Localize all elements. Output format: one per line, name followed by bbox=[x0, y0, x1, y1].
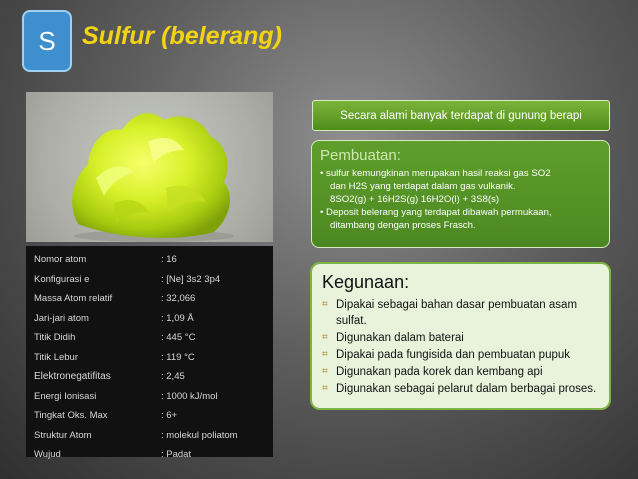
property-row bbox=[34, 289, 265, 309]
property-row bbox=[34, 250, 265, 270]
property-value: : 2,45 bbox=[161, 371, 185, 383]
property-label: Titik Lebur bbox=[34, 351, 78, 363]
property-row bbox=[34, 309, 265, 329]
property-value: : molekul poliatom bbox=[161, 429, 238, 441]
property-row bbox=[34, 348, 265, 368]
pembuatan-title: Pembuatan: bbox=[320, 147, 401, 164]
use-text: Digunakan pada korek dan kembang api bbox=[336, 366, 543, 378]
list-item bbox=[322, 364, 599, 380]
bullet-icon: ⌗ bbox=[322, 332, 328, 343]
property-value: : 1,09 Å bbox=[161, 312, 194, 324]
properties-table bbox=[26, 246, 273, 461]
element-symbol: S bbox=[38, 25, 56, 56]
use-text: Digunakan sebagai pelarut dalam berbagai proses. bbox=[336, 383, 597, 395]
property-value: : 119 °C bbox=[161, 351, 195, 363]
property-value: : [Ne] 3s2 3p4 bbox=[161, 273, 221, 285]
use-text: Digunakan dalam baterai bbox=[336, 332, 464, 344]
sulfur-crystal-icon bbox=[26, 92, 273, 242]
bullet-icon: ⌗ bbox=[322, 366, 328, 377]
page-title: Sulfur (belerang) bbox=[82, 22, 283, 50]
kegunaan-title: Kegunaan: bbox=[322, 272, 410, 292]
property-row bbox=[34, 367, 265, 387]
property-label: Tingkat Oks. Max bbox=[34, 410, 108, 422]
sulfur-image bbox=[26, 92, 273, 242]
bullet-icon: ⌗ bbox=[322, 383, 328, 394]
property-value: : 16 bbox=[161, 254, 177, 266]
property-label: Energi Ionisasi bbox=[34, 390, 97, 402]
reaction-equation: 8SO2(g) + 16H2S(g) 16H2O(l) + 3S8(s) bbox=[330, 194, 500, 205]
property-row bbox=[34, 270, 265, 290]
pembuatan-line: dan H2S yang terdapat dalam gas vulkanik. bbox=[330, 181, 516, 192]
element-symbol-badge bbox=[22, 10, 72, 72]
list-item bbox=[322, 347, 599, 363]
bullet-icon: ⌗ bbox=[322, 349, 328, 360]
bullet-icon: ⌗ bbox=[322, 299, 328, 310]
property-label: Jari-jari atom bbox=[34, 312, 89, 324]
property-row bbox=[34, 426, 265, 446]
property-value: : 445 °C bbox=[161, 332, 196, 344]
property-label: Nomor atom bbox=[34, 254, 87, 266]
property-row bbox=[34, 387, 265, 407]
pembuatan-line: • Deposit belerang yang terdapat dibawah permukaan, bbox=[320, 207, 552, 218]
property-label: Elektronegatifitas bbox=[34, 371, 111, 383]
property-label: Titik Didih bbox=[34, 332, 76, 344]
property-label: Wujud bbox=[34, 449, 61, 461]
property-value: : Padat bbox=[161, 449, 192, 461]
use-text: Dipakai sebagai bahan dasar pembuatan asam sulfat. bbox=[336, 299, 578, 327]
use-text: Dipakai pada fungisida dan pembuatan pupuk bbox=[336, 349, 571, 361]
occurrence-banner: Secara alami banyak terdapat di gunung berapi bbox=[312, 100, 610, 131]
property-value: : 32,066 bbox=[161, 293, 196, 305]
property-label: Massa Atom relatif bbox=[34, 293, 113, 305]
property-label: Struktur Atom bbox=[34, 429, 92, 441]
list-item bbox=[322, 381, 599, 397]
list-item bbox=[322, 330, 599, 346]
kegunaan-box bbox=[310, 262, 611, 410]
pembuatan-box bbox=[311, 140, 610, 248]
property-value: : 6+ bbox=[161, 410, 178, 422]
property-row bbox=[34, 406, 265, 426]
pembuatan-line: ditambang dengan proses Frasch. bbox=[330, 220, 476, 231]
property-label: Konfigurasi e bbox=[34, 273, 90, 285]
list-item bbox=[322, 297, 599, 329]
property-value: : 1000 kJ/mol bbox=[161, 390, 218, 402]
property-row bbox=[34, 445, 265, 465]
property-row bbox=[34, 328, 265, 348]
pembuatan-line: • sulfur kemungkinan merupakan hasil reaksi gas SO2 bbox=[320, 168, 551, 179]
